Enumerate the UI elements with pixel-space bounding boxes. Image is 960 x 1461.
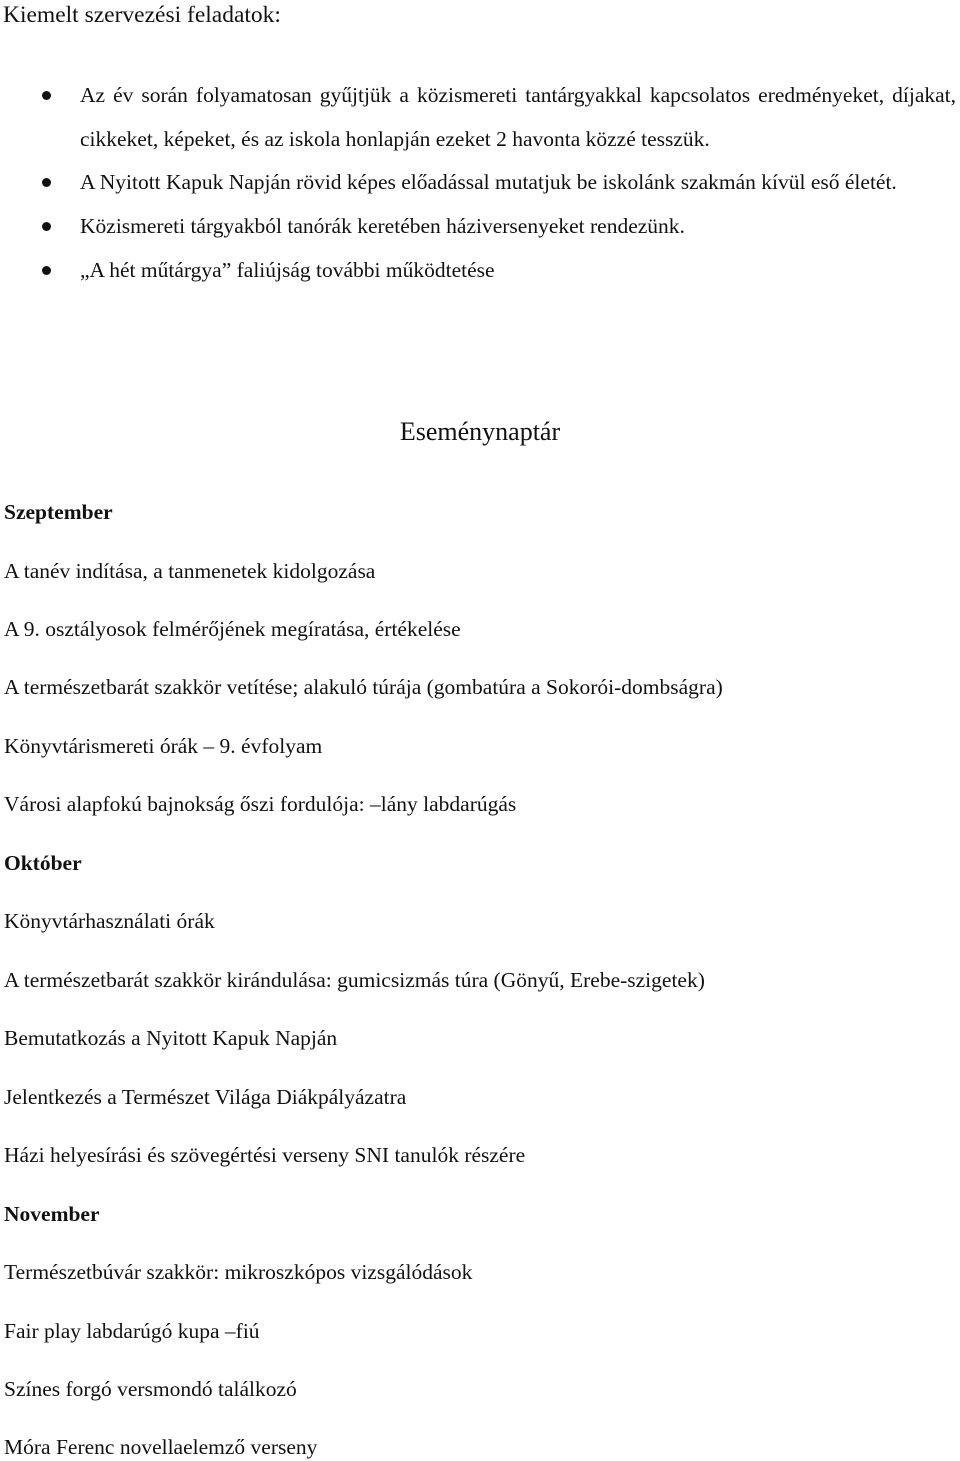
event-item: Bemutatkozás a Nyitott Kapuk Napján <box>4 1026 338 1050</box>
bullet-item <box>0 205 960 249</box>
event-item: Könyvtárhasználati órák <box>4 909 215 933</box>
month-heading-october: Október <box>4 851 82 875</box>
event-item: A 9. osztályosok felmérőjének megíratása, értékelése <box>4 617 461 641</box>
bullet-dot-icon <box>42 178 51 187</box>
event-item: Móra Ferenc novellaelemző verseny <box>4 1435 318 1459</box>
event-item: Színes forgó versmondó találkozó <box>4 1377 297 1401</box>
bullet-item <box>0 74 960 161</box>
month-heading-november: November <box>4 1202 100 1226</box>
event-item: Könyvtárismereti órák – 9. évfolyam <box>4 734 323 758</box>
bullet-item <box>0 161 960 205</box>
bullet-dot-icon <box>42 266 51 275</box>
event-item: Jelentkezés a Természet Világa Diákpályázatra <box>4 1085 407 1109</box>
bullet-text: Az év során folyamatosan gyűjtjük a közismereti tantárgyakkal kapcsolatos eredményeket, díjakat, cikkeket, képeket, és az iskola honlapján ezeket 2 havonta közzé tesszük. <box>80 83 956 151</box>
event-item: Természetbúvár szakkör: mikroszkópos vizsgálódások <box>4 1260 473 1284</box>
bullet-text: A Nyitott Kapuk Napján rövid képes előadással mutatjuk be iskolánk szakmán kívül eső életét. <box>80 170 897 195</box>
section-heading: Kiemelt szervezési feladatok: <box>3 2 281 28</box>
event-item: A természetbarát szakkör kirándulása: gumicsizmás túra (Gönyű, Erebe-szigetek) <box>4 968 705 992</box>
task-bullet-list <box>0 74 960 293</box>
bullet-dot-icon <box>42 91 51 100</box>
event-item: A természetbarát szakkör vetítése; alakuló túrája (gombatúra a Sokorói-dombságra) <box>4 675 723 699</box>
event-item: Városi alapfokú bajnokság őszi fordulója: –lány labdarúgás <box>4 792 517 816</box>
event-item: A tanév indítása, a tanmenetek kidolgozása <box>4 559 376 583</box>
bullet-text: Közismereti tárgyakból tanórák keretében háziversenyeket rendezünk. <box>80 214 685 239</box>
month-heading-september: Szeptember <box>4 500 113 524</box>
bullet-text: „A hét műtárgya” faliújság további működtetése <box>80 257 495 282</box>
event-item: Házi helyesírási és szövegértési verseny SNI tanulók részére <box>4 1143 526 1167</box>
event-item: Fair play labdarúgó kupa –fiú <box>4 1319 260 1343</box>
bullet-item <box>0 249 960 293</box>
bullet-dot-icon <box>42 222 51 231</box>
calendar-title: Eseménynaptár <box>399 417 561 446</box>
